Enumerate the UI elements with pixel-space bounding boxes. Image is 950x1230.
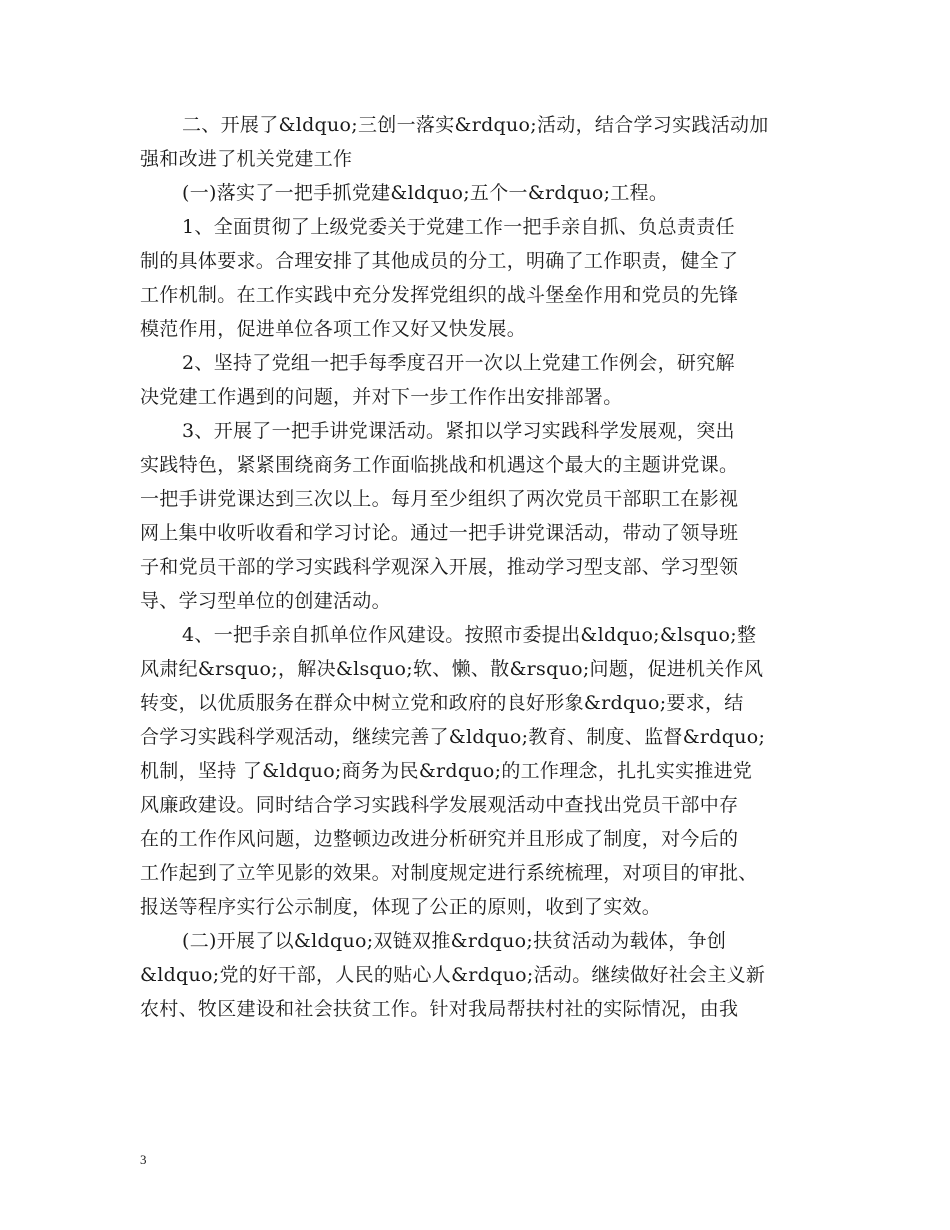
- page-number: 3: [140, 1152, 147, 1167]
- text-line: 4、一把手亲自抓单位作风建设。按照市委提出&ldquo;&lsquo;整: [182, 624, 757, 646]
- text-line: 1、全面贯彻了上级党委关于党建工作一把手亲自抓、负总责责任: [182, 216, 735, 238]
- text-line: 转变，以优质服务在群众中树立党和政府的良好形象&rdquo;要求，结: [140, 692, 744, 714]
- text-line: 工作起到了立竿见影的效果。对制度规定进行系统梳理，对项目的审批、: [140, 862, 758, 884]
- text-line: 机制，坚持 了&ldquo;商务为民&rdquo;的工作理念，扎扎实实推进党: [140, 760, 753, 782]
- text-line: 合学习实践科学观活动，继续完善了&ldquo;教育、制度、监督&rdquo;: [140, 726, 766, 748]
- text-line: 风廉政建设。同时结合学习实践科学发展观活动中查找出党员干部中存: [140, 794, 739, 816]
- text-line: 网上集中收听收看和学习讨论。通过一把手讲党课活动，带动了领导班: [140, 522, 739, 544]
- text-line: 导、学习型单位的创建活动。: [140, 590, 391, 612]
- text-line: 实践特色，紧紧围绕商务工作面临挑战和机遇这个最大的主题讲党课。: [140, 454, 739, 476]
- text-line: 模范作用，促进单位各项工作又好又快发展。: [140, 318, 527, 340]
- text-line: 3、开展了一把手讲党课活动。紧扣以学习实践科学发展观，突出: [182, 420, 735, 442]
- text-line: 工作机制。在工作实践中充分发挥党组织的战斗堡垒作用和党员的先锋: [140, 284, 739, 306]
- text-line: 农村、牧区建设和社会扶贫工作。针对我局帮扶村社的实际情况，由我: [140, 998, 739, 1020]
- text-line: 制的具体要求。合理安排了其他成员的分工，明确了工作职责，健全了: [140, 250, 739, 272]
- text-line: 报送等程序实行公示制度，体现了公正的原则，收到了实效。: [140, 896, 662, 918]
- text-line: 在的工作作风问题，边整顿边改进分析研究并且形成了制度，对今后的: [140, 828, 739, 850]
- text-line: (二)开展了以&ldquo;双链双推&rdquo;扶贫活动为载体，争创: [182, 930, 727, 952]
- text-line: 2、坚持了党组一把手每季度召开一次以上党建工作例会，研究解: [182, 352, 735, 374]
- text-line: 决党建工作遇到的问题，并对下一步工作作出安排部署。: [140, 386, 623, 408]
- text-line: (一)落实了一把手抓党建&ldquo;五个一&rdquo;工程。: [182, 182, 669, 204]
- text-line: 一把手讲党课达到三次以上。每月至少组织了两次党员干部职工在影视: [140, 488, 739, 510]
- text-line: &ldquo;党的好干部，人民的贴心人&rdquo;活动。继续做好社会主义新: [140, 964, 766, 986]
- text-line: 强和改进了机关党建工作: [140, 148, 353, 170]
- text-line: 风肃纪&rsquo;，解决&lsquo;软、懒、散&rsquo;问题，促进机关作风: [140, 658, 764, 680]
- text-line: 二、开展了&ldquo;三创一落实&rdquo;活动，结合学习实践活动加: [182, 114, 769, 136]
- document-body: [140, 108, 830, 1026]
- text-line: 子和党员干部的学习实践科学观深入开展，推动学习型支部、学习型领: [140, 556, 739, 578]
